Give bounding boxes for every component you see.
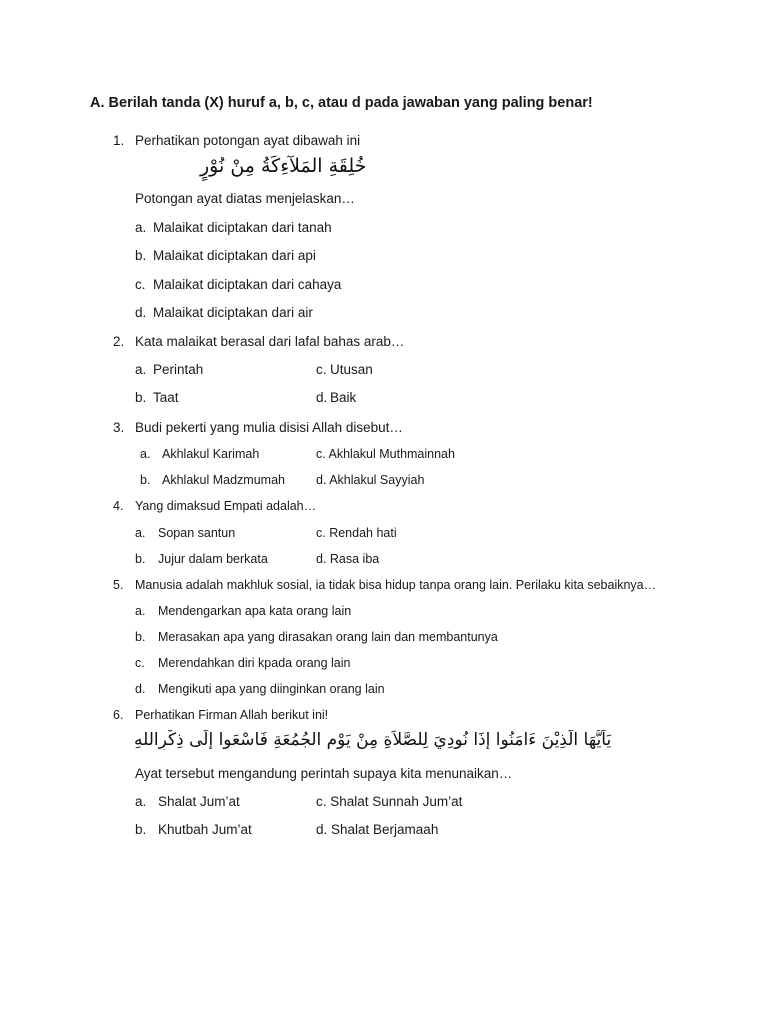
option-text: Khutbah Jum’at (158, 822, 252, 837)
arabic-verse: خُلِقَةِ المَلآءِكَةُ مِنْ نُوْرٍ (200, 155, 367, 177)
option-text: Akhlakul Karimah (162, 447, 260, 461)
section-heading: A. Berilah tanda (X) huruf a, b, c, atau d pada jawaban yang paling benar! (90, 95, 593, 111)
option-text: Baik (330, 390, 357, 405)
option-text: Mendengarkan apa kata orang lain (158, 604, 352, 618)
option-letter: a. (135, 604, 146, 618)
question-prompt: Ayat tersebut mengandung perintah supaya kita menunaikan… (135, 766, 513, 781)
question-number: 5. (113, 578, 124, 592)
option-letter: b. (135, 248, 147, 263)
option-text: d. Akhlakul Sayyiah (316, 473, 425, 487)
option-text: Akhlakul Madzmumah (162, 473, 285, 487)
option-text: Taat (153, 390, 179, 405)
option-letter: c. (135, 656, 145, 670)
option-text: d. Rasa iba (316, 552, 380, 566)
option-letter: d. (135, 305, 147, 320)
question-text: Perhatikan potongan ayat dibawah ini (135, 133, 361, 148)
question-text: Yang dimaksud Empati adalah… (135, 499, 317, 513)
option-text: Mengikuti apa yang diinginkan orang lain (158, 682, 385, 696)
question-number: 1. (113, 133, 125, 148)
question-number: 2. (113, 334, 125, 349)
option-letter: c. (316, 362, 327, 377)
question-text: Budi pekerti yang mulia disisi Allah disebut… (135, 420, 403, 435)
option-text: Malaikat diciptakan dari tanah (153, 220, 332, 235)
option-letter: a. (135, 220, 147, 235)
question-number: 4. (113, 499, 124, 513)
option-letter: b. (135, 552, 146, 566)
option-letter: b. (140, 473, 151, 487)
option-text: Perintah (153, 362, 204, 377)
question-text: Manusia adalah makhluk sosial, ia tidak bisa hidup tanpa orang lain. Perilaku kita sebaiknya… (135, 578, 657, 592)
option-text: Jujur dalam berkata (158, 552, 268, 566)
option-letter: a. (135, 526, 146, 540)
option-text: c. Shalat Sunnah Jum’at (316, 794, 463, 809)
option-letter: d. (135, 682, 146, 696)
option-text: Malaikat diciptakan dari air (153, 305, 313, 320)
option-letter: d. (316, 390, 328, 405)
option-text: Utusan (330, 362, 373, 377)
question-text: Kata malaikat berasal dari lafal bahas arab… (135, 334, 405, 349)
option-text: Shalat Jum’at (158, 794, 240, 809)
option-text: c. Akhlakul Muthmainnah (316, 447, 455, 461)
option-letter: c. (135, 277, 146, 292)
option-letter: a. (140, 447, 151, 461)
option-text: Malaikat diciptakan dari api (153, 248, 316, 263)
option-text: c. Rendah hati (316, 526, 397, 540)
question-number: 6. (113, 708, 124, 722)
option-letter: a. (135, 794, 147, 809)
question-text: Perhatikan Firman Allah berikut ini! (135, 708, 329, 722)
option-text: Malaikat diciptakan dari cahaya (153, 277, 342, 292)
option-letter: b. (135, 822, 147, 837)
question-prompt: Potongan ayat diatas menjelaskan… (135, 191, 355, 206)
arabic-verse: يَاَيُّهَا الَّذِيْنَ ءَامَنُوا إِذَا نُودِيَ لِلصَّلاَةِ مِنْ يَوْمِ الجُمُعَةِ فَاسْعَوا إِلَى ذِكْرِاللهِ (134, 730, 612, 750)
option-text: d. Shalat Berjamaah (316, 822, 439, 837)
option-letter: a. (135, 362, 147, 377)
option-text: Sopan santun (158, 526, 236, 540)
option-letter: b. (135, 630, 146, 644)
option-text: Merendahkan diri kpada orang lain (158, 656, 351, 670)
option-letter: b. (135, 390, 147, 405)
question-number: 3. (113, 420, 125, 435)
option-text: Merasakan apa yang dirasakan orang lain dan membantunya (158, 630, 498, 644)
